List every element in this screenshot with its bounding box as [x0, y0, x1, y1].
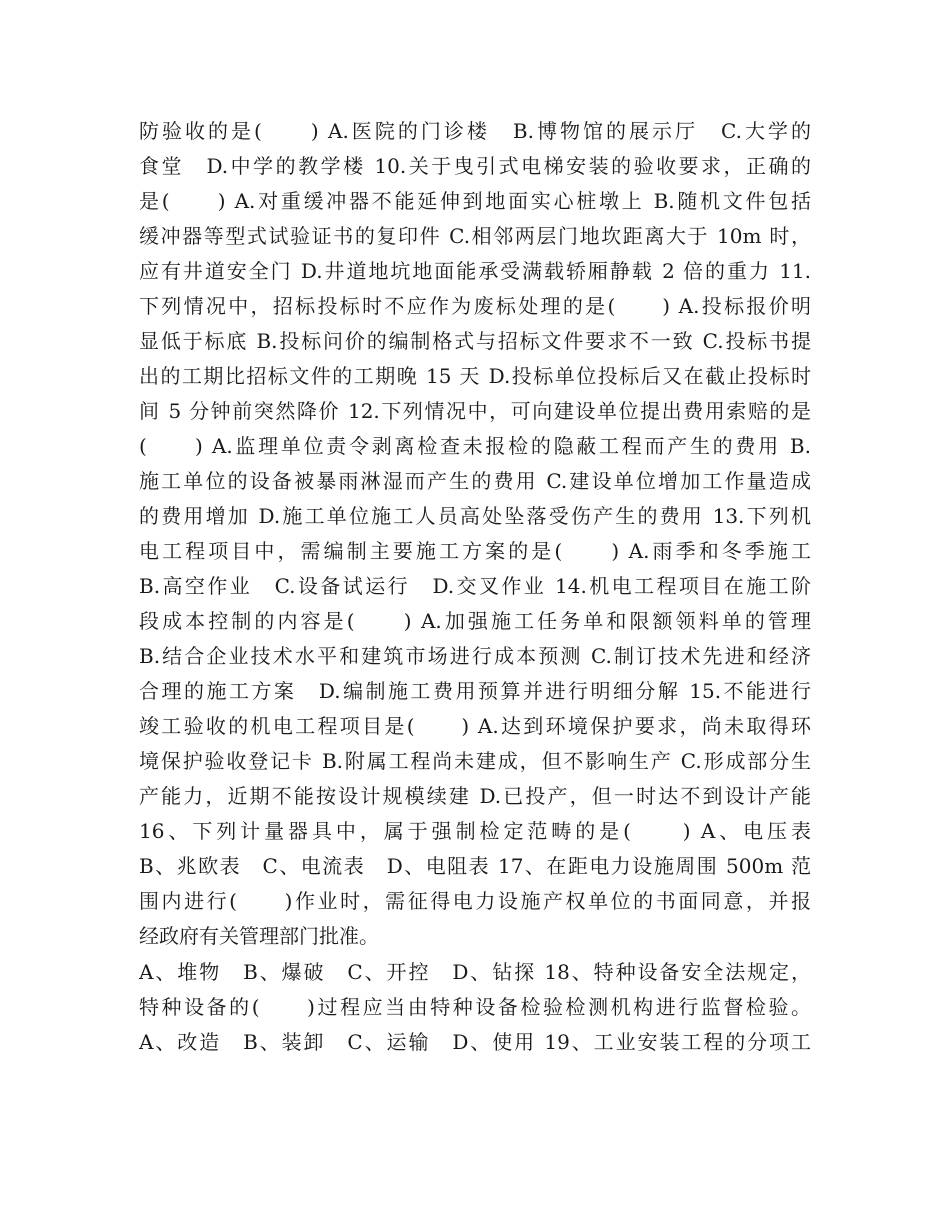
text-line: 间 5 分钟前突然降价 12.下列情况中，可向建设单位提出费用索赔的是: [139, 399, 811, 423]
text-line: 特种设备的( )过程应当由特种设备检验检测机构进行监督检验。: [139, 995, 811, 1019]
text-line: 竣工验收的机电工程项目是( ) A.达到环境保护要求，尚未取得环: [139, 714, 811, 738]
text-line: 境保护验收登记卡 B.附属工程尚未建成，但不影响生产 C.形成部分生: [139, 749, 811, 773]
text-line: 缓冲器等型式试验证书的复印件 C.相邻两层门地坎距离大于 10m 时，: [139, 224, 811, 248]
text-line: 合理的施工方案 D.编制施工费用预算并进行明细分解 15.不能进行: [139, 679, 811, 703]
text-line: B.高空作业 C.设备试运行 D.交叉作业 14.机电工程项目在施工阶: [139, 574, 811, 598]
text-line: 段成本控制的内容是( ) A.加强施工任务单和限额领料单的管理: [139, 609, 811, 633]
text-line: B.结合企业技术水平和建筑市场进行成本预测 C.制订技术先进和经济: [139, 644, 811, 668]
text-line: 食堂 D.中学的教学楼 10.关于曳引式电梯安装的验收要求，正确的: [139, 154, 811, 178]
text-line: 显低于标底 B.投标问价的编制格式与招标文件要求不一致 C.投标书提: [139, 329, 811, 353]
text-line: 应有井道安全门 D.井道地坑地面能承受满载轿厢静载 2 倍的重力 11.: [139, 259, 811, 283]
text-line: A、改造 B、装卸 C、运输 D、使用 19、工业安装工程的分项工: [139, 1030, 811, 1054]
text-line: 产能力，近期不能按设计规模续建 D.已投产，但一时达不到设计产能: [139, 784, 811, 808]
text-line: B、兆欧表 C、电流表 D、电阻表 17、在距电力设施周围 500m 范: [139, 854, 811, 878]
text-line: 电工程项目中，需编制主要施工方案的是( ) A.雨季和冬季施工: [139, 539, 811, 563]
text-line: 下列情况中，招标投标时不应作为废标处理的是( ) A.投标报价明: [139, 294, 811, 318]
text-line: 施工单位的设备被暴雨淋湿而产生的费用 C.建设单位增加工作量造成: [139, 469, 811, 493]
text-line: 经政府有关管理部门批准。: [139, 924, 379, 948]
text-line: 的费用增加 D.施工单位施工人员高处坠落受伤产生的费用 13.下列机: [139, 504, 811, 528]
text-line: 是( ) A.对重缓冲器不能延伸到地面实心桩墩上 B.随机文件包括: [139, 189, 811, 213]
text-line: 出的工期比招标文件的工期晚 15 天 D.投标单位投标后又在截止投标时: [139, 364, 811, 388]
text-line: ( ) A.监理单位责令剥离检查未报检的隐蔽工程而产生的费用 B.: [139, 434, 811, 458]
text-line: A、堆物 B、爆破 C、开控 D、钻探 18、特种设备安全法规定，: [139, 960, 811, 984]
text-line: 围内进行( )作业时，需征得电力设施产权单位的书面同意，并报: [139, 889, 811, 913]
text-line: 防验收的是( ) A.医院的门诊楼 B.博物馆的展示厅 C.大学的: [139, 119, 811, 143]
text-line: 16、下列计量器具中，属于强制检定范畴的是( ) A、电压表: [139, 819, 811, 843]
